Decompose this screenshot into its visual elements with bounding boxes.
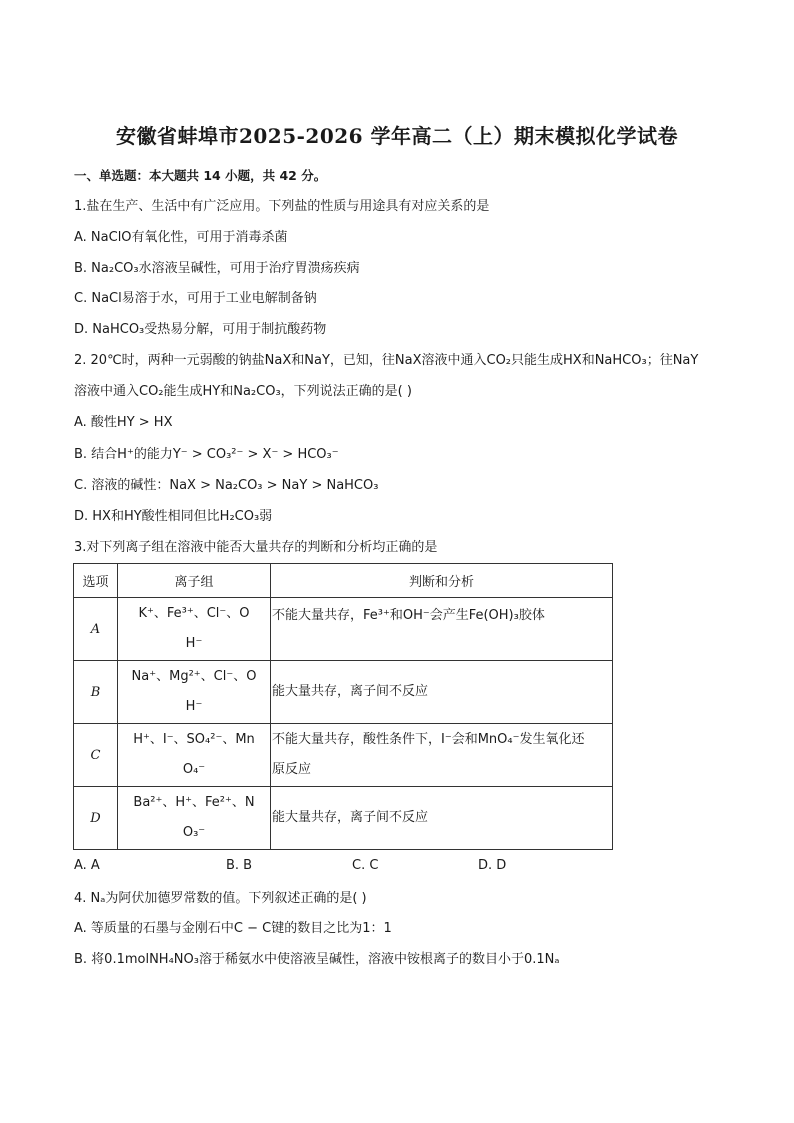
exam-title: 安徽省蚌埠市2025-2026 学年高二（上）期末模拟化学试卷 xyxy=(115,124,679,148)
analysis-line: 能大量共存，离子间不反应 xyxy=(272,810,429,825)
q3-answer-b: B. B xyxy=(226,858,253,873)
analysis-line: 原反应 xyxy=(272,762,312,777)
table-row xyxy=(74,724,613,787)
question-3-stem: 3.对下列离子组在溶液中能否大量共存的判断和分析均正确的是 xyxy=(74,540,438,555)
ions-line: Na⁺、Mg²⁺、Cl⁻、O xyxy=(131,669,257,684)
section-heading: 一、单选题：本大题共 14 小题，共 42 分。 xyxy=(74,168,327,183)
analysis-line: 能大量共存，离子间不反应 xyxy=(272,684,429,699)
row-analysis xyxy=(271,598,613,661)
q3-answer-c: C. C xyxy=(352,858,379,873)
ions-line: K⁺、Fe³⁺、Cl⁻、O xyxy=(138,606,250,621)
row-ions xyxy=(118,724,271,787)
row-ions xyxy=(118,661,271,724)
q2-option-d: D. HX和HY酸性相同但比H₂CO₃弱 xyxy=(74,509,273,524)
row-analysis xyxy=(271,661,613,724)
q1-option-a: A. NaClO有氧化性，可用于消毒杀菌 xyxy=(74,230,288,245)
question-2-stem-line1: 2. 20℃时，两种一元弱酸的钠盐NaX和NaY，已知，往NaX溶液中通入CO₂只能生成HX和NaHCO₃；往NaY xyxy=(74,353,699,368)
analysis-line: 不能大量共存，酸性条件下，I⁻会和MnO₄⁻发生氧化还 xyxy=(272,732,585,747)
q2-option-c: C. 溶液的碱性：NaX > Na₂CO₃ > NaY > NaHCO₃ xyxy=(74,478,379,493)
q3-answer-d: D. D xyxy=(478,858,507,873)
ions-line: H⁻ xyxy=(185,636,203,651)
q1-option-b: B. Na₂CO₃水溶液呈碱性，可用于治疗胃溃疡疾病 xyxy=(74,261,360,276)
q2-option-a: A. 酸性HY > HX xyxy=(74,415,173,430)
row-option: C xyxy=(74,724,118,787)
row-analysis xyxy=(271,724,613,787)
ions-line: H⁺、I⁻、SO₄²⁻、Mn xyxy=(133,732,255,747)
q4-option-a: A. 等质量的石墨与金刚石中C − C键的数目之比为1：1 xyxy=(74,921,392,936)
row-option: B xyxy=(74,661,118,724)
q2-option-b: B. 结合H⁺的能力Y⁻ > CO₃²⁻ > X⁻ > HCO₃⁻ xyxy=(74,447,339,462)
analysis-line: 不能大量共存，Fe³⁺和OH⁻会产生Fe(OH)₃胶体 xyxy=(272,608,545,623)
row-option: A xyxy=(74,598,118,661)
q3-answer-a: A. A xyxy=(74,858,100,873)
ions-line: O₄⁻ xyxy=(182,762,206,777)
table-header: 离子组 xyxy=(118,564,271,598)
table-row xyxy=(74,787,613,850)
table-header: 选项 xyxy=(74,564,118,598)
table-row xyxy=(74,598,613,661)
question-4-stem: 4. Nₐ为阿伏加德罗常数的值。下列叙述正确的是( ) xyxy=(74,891,367,906)
ions-line: H⁻ xyxy=(185,699,203,714)
q1-option-d: D. NaHCO₃受热易分解，可用于制抗酸药物 xyxy=(74,322,327,337)
table-header: 判断和分析 xyxy=(271,564,613,598)
q1-option-c: C. NaCl易溶于水，可用于工业电解制备钠 xyxy=(74,291,317,306)
question-1-stem: 1.盐在生产、生活中有广泛应用。下列盐的性质与用途具有对应关系的是 xyxy=(74,199,490,214)
ions-line: O₃⁻ xyxy=(182,825,206,840)
ion-table xyxy=(73,563,613,850)
row-ions xyxy=(118,598,271,661)
q4-option-b: B. 将0.1molNH₄NO₃溶于稀氨水中使溶液呈碱性，溶液中铵根离子的数目小于0.1Nₐ xyxy=(74,952,560,967)
ions-line: Ba²⁺、H⁺、Fe²⁺、N xyxy=(133,795,255,810)
question-2-stem-line2: 溶液中通入CO₂能生成HY和Na₂CO₃，下列说法正确的是( ) xyxy=(74,384,412,399)
row-analysis xyxy=(271,787,613,850)
row-option: D xyxy=(74,787,118,850)
table-row xyxy=(74,661,613,724)
row-ions xyxy=(118,787,271,850)
table-header-row xyxy=(74,564,613,598)
